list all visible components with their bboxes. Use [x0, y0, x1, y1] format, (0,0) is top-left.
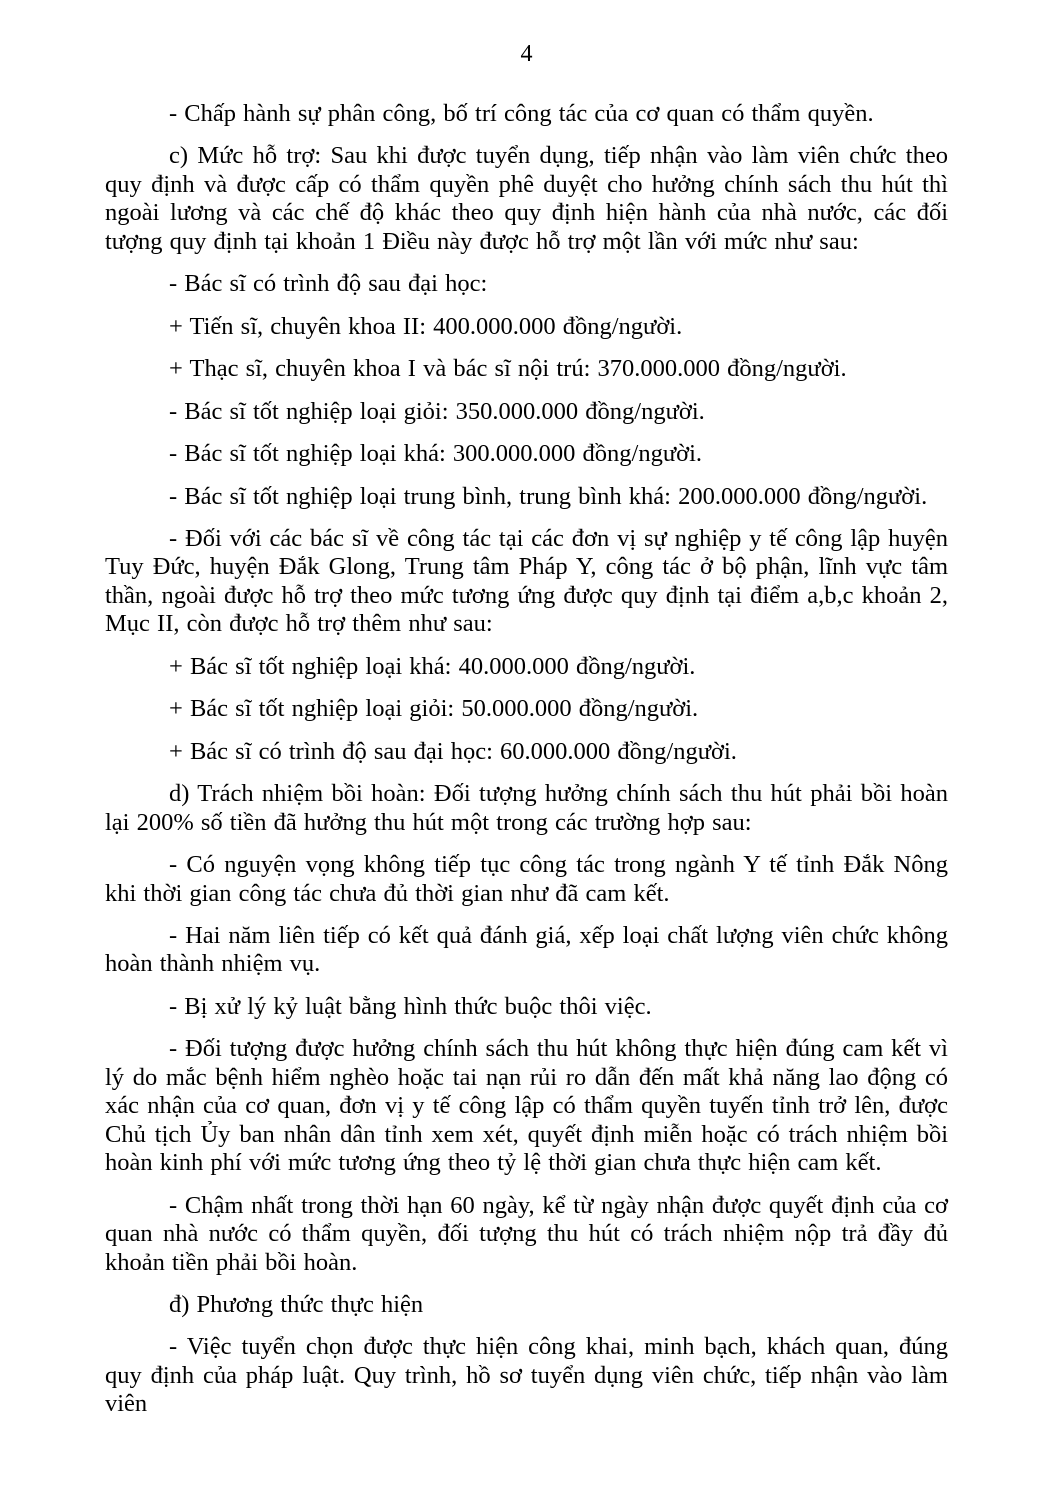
paragraph: - Có nguyện vọng không tiếp tục công tác trong ngành Y tế tỉnh Đắk Nông khi thời gian công tác chưa đủ thời gian như đã cam kết. [105, 851, 948, 907]
paragraph: d) Trách nhiệm bồi hoàn: Đối tượng hưởng chính sách thu hút phải bồi hoàn lại 200% số tiền đã hưởng thu hút một trong các trường hợp sau: [105, 780, 948, 836]
paragraph: - Bác sĩ tốt nghiệp loại trung bình, trung bình khá: 200.000.000 đồng/người. [169, 482, 928, 510]
page-header [105, 40, 948, 68]
paragraph: - Bác sĩ tốt nghiệp loại giỏi: 350.000.000 đồng/người. [169, 397, 705, 425]
paragraph: + Bác sĩ tốt nghiệp loại giỏi: 50.000.000 đồng/người. [169, 695, 699, 723]
paragraph: - Chấp hành sự phân công, bố trí công tác của cơ quan có thẩm quyền. [169, 100, 874, 127]
paragraph: đ) Phương thức thực hiện [169, 1290, 424, 1318]
paragraph: - Hai năm liên tiếp có kết quả đánh giá, xếp loại chất lượng viên chức không hoàn thành nhiệm vụ. [105, 921, 948, 978]
document-body [105, 100, 948, 1419]
page-number: 4 [520, 41, 533, 67]
paragraph: - Bác sĩ có trình độ sau đại học: [169, 270, 488, 298]
paragraph: - Đối với các bác sĩ về công tác tại các đơn vị sự nghiệp y tế công lập huyện Tuy Đức, huyện Đắk Glong, Trung tâm Pháp Y, công tác ở bộ phận, lĩnh vực tâm thần, ngoài được hỗ trợ theo mức tương ứng được quy định tại điểm a,b,c khoản 2, Mục II, còn được hỗ trợ thêm như sau: [105, 524, 948, 638]
paragraph: - Chậm nhất trong thời hạn 60 ngày, kể từ ngày nhận được quyết định của cơ quan nhà nước có thẩm quyền, đối tượng thu hút có trách nhiệm nộp trả đầy đủ khoản tiền phải bồi hoàn. [105, 1191, 948, 1276]
paragraph: - Việc tuyển chọn được thực hiện công khai, minh bạch, khách quan, đúng quy định của pháp luật. Quy trình, hồ sơ tuyển dụng viên chức, tiếp nhận vào làm viên [105, 1333, 948, 1418]
paragraph: c) Mức hỗ trợ: Sau khi được tuyển dụng, tiếp nhận vào làm viên chức theo quy định và được cấp có thẩm quyền phê duyệt cho hưởng chính sách thu hút thì ngoài lương và các chế độ khác theo quy định hiện hành của nhà nước, các đối tượng quy định tại khoản 1 Điều này được hỗ trợ một lần với mức như sau: [105, 142, 948, 255]
paragraph: - Bác sĩ tốt nghiệp loại khá: 300.000.000 đồng/người. [169, 440, 703, 468]
paragraph: + Bác sĩ có trình độ sau đại học: 60.000.000 đồng/người. [169, 737, 737, 765]
paragraph: + Thạc sĩ, chuyên khoa I và bác sĩ nội trú: 370.000.000 đồng/người. [169, 355, 847, 383]
paragraph: + Bác sĩ tốt nghiệp loại khá: 40.000.000 đồng/người. [169, 652, 696, 680]
paragraph: - Đối tượng được hưởng chính sách thu hút không thực hiện đúng cam kết vì lý do mắc bệnh hiểm nghèo hoặc tai nạn rủi ro dẫn đến mất khả năng lao động có xác nhận của cơ quan, đơn vị y tế công lập có thẩm quyền tuyến tỉnh trở lên, được Chủ tịch Ủy ban nhân dân tỉnh xem xét, quyết định miễn hoặc có trách nhiệm bồi hoàn kinh phí với mức tương ứng theo tỷ lệ thời gian chưa thực hiện cam kết. [105, 1035, 948, 1177]
paragraph: + Tiến sĩ, chuyên khoa II: 400.000.000 đồng/người. [169, 312, 683, 340]
paragraph: - Bị xử lý kỷ luật bằng hình thức buộc thôi việc. [169, 992, 652, 1020]
